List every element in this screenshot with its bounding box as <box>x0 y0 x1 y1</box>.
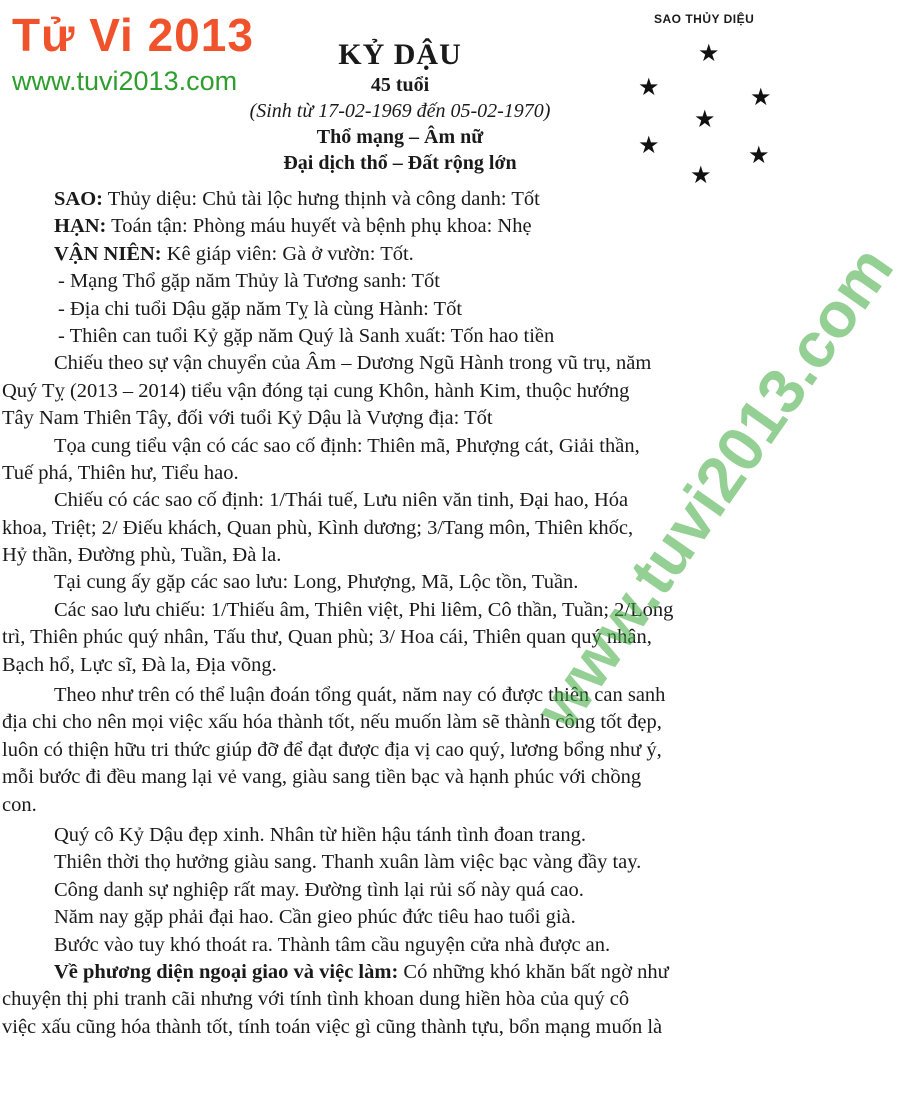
star-icon: ★ <box>698 41 720 67</box>
ngoaigiao-text: Có những khó khăn bất ngờ như <box>398 960 669 983</box>
page-title: KỶ DẬU <box>338 38 462 71</box>
sao-line <box>22 186 792 213</box>
sao-label: SAO: <box>54 188 103 210</box>
bullet-item: - Địa chi tuổi Dậu gặp năm Tỵ là cùng Hành: Tốt <box>58 297 463 320</box>
paragraph-line: Tại cung ấy gặp các sao lưu: Long, Phượng, Mã, Lộc tồn, Tuần. <box>54 571 579 594</box>
star-label: SAO THỦY DIỆU <box>654 12 755 26</box>
paragraph-line: Chiếu theo sự vận chuyển của Âm – Dương Ngũ Hành trong vũ trụ, năm <box>54 352 652 375</box>
han-line <box>22 213 792 240</box>
dich-line: Đại dịch thổ – Đất rộng lớn <box>283 152 517 174</box>
paragraph-line: Các sao lưu chiếu: 1/Thiếu âm, Thiên việt, Phi liêm, Cô thần, Tuần; 2/Long <box>54 598 674 621</box>
article-body <box>2 186 792 1041</box>
poem-line: Thiên thời thọ hưởng giàu sang. Thanh xuân làm việc bạc vàng đầy tay. <box>54 851 642 874</box>
star-icon: ★ <box>750 85 772 111</box>
ngoaigiao-line <box>22 959 792 986</box>
paragraph-line: Chiếu có các sao cố định: 1/Thái tuế, Lưu niên văn tinh, Đại hao, Hóa <box>54 489 629 512</box>
watermark: www.tuvi2013.com <box>520 233 907 742</box>
han-label: HẠN: <box>54 215 107 238</box>
birth-range: (Sinh từ 17-02-1969 đến 05-02-1970) <box>249 100 551 122</box>
paragraph-line: Hỷ thần, Đường phù, Tuần, Đà la. <box>2 544 282 567</box>
poem-line: Quý cô Kỷ Dậu đẹp xinh. Nhân từ hiền hậu tánh tình đoan trang. <box>54 823 587 846</box>
paragraph-line: Tọa cung tiểu vận có các sao cố định: Thiên mã, Phượng cát, Giải thần, <box>54 434 640 457</box>
paragraph-line: chuyện thị phi tranh cãi nhưng với tính tình khoan dung hiền hòa của quý cô <box>2 988 630 1011</box>
brand-title: Tử Vi 2013 <box>12 9 254 61</box>
paragraph-line: việc xấu cũng hóa thành tốt, tính toán việc gì cũng thành tựu, bổn mạng muốn là <box>2 1015 663 1038</box>
bullet-item: - Mạng Thổ gặp năm Thủy là Tương sanh: Tốt <box>58 270 440 293</box>
paragraph-line: Tây Nam Thiên Tây, đối với tuổi Kỷ Dậu là Vượng địa: Tốt <box>2 407 493 430</box>
paragraph-line: con. <box>2 793 37 816</box>
paragraph-line: trì, Thiên phúc quý nhân, Tấu thư, Quan phù; 3/ Hoa cái, Thiên quan quý nhân, <box>2 626 652 649</box>
star-icon: ★ <box>638 133 660 159</box>
bullet-item: - Thiên can tuổi Kỷ gặp năm Quý là Sanh xuất: Tốn hao tiền <box>58 324 555 347</box>
poem-line: Bước vào tuy khó thoát ra. Thành tâm cầu nguyện cửa nhà được an. <box>54 933 611 956</box>
paragraph-line: mỗi bước đi đều mang lại vẻ vang, giàu sang tiền bạc và hạnh phúc với chồng <box>2 766 642 789</box>
vannien-line <box>22 241 792 268</box>
vannien-label: VẬN NIÊN: <box>54 242 162 265</box>
menh-line: Thổ mạng – Âm nữ <box>316 126 484 148</box>
vannien-text: Kê giáp viên: Gà ở vườn: Tốt. <box>161 242 414 265</box>
brand-url[interactable]: www.tuvi2013.com <box>12 66 238 96</box>
han-text: Toán tận: Phòng máu huyết và bệnh phụ khoa: Nhẹ <box>106 215 532 238</box>
age-line: 45 tuổi <box>370 74 430 96</box>
star-icon: ★ <box>748 143 770 169</box>
star-diagram <box>630 8 790 188</box>
paragraph-line: Tuế phá, Thiên hư, Tiểu hao. <box>2 461 239 484</box>
paragraph-line: Bạch hổ, Lực sĩ, Đà la, Địa võng. <box>2 653 277 676</box>
paragraph-line: luôn có thiện hữu tri thức giúp đỡ để đạt được địa vị cao quý, lương bổng như ý, <box>2 738 662 761</box>
paragraph-line: khoa, Triệt; 2/ Điếu khách, Quan phù, Kình dương; 3/Tang môn, Thiên khốc, <box>2 516 634 539</box>
star-icon: ★ <box>638 75 660 101</box>
poem-line: Công danh sự nghiệp rất may. Đường tình lại rủi số này quá cao. <box>54 878 584 901</box>
star-icon: ★ <box>690 163 712 189</box>
paragraph-line: Quý Tỵ (2013 – 2014) tiểu vận đóng tại cung Khôn, hành Kim, thuộc hướng <box>2 379 630 402</box>
star-icon: ★ <box>694 107 716 133</box>
sao-text: Thủy diệu: Chủ tài lộc hưng thịnh và công danh: Tốt <box>102 188 540 210</box>
paragraph-line: Theo như trên có thể luận đoán tổng quát, năm nay có được thiên can sanh <box>54 684 666 707</box>
poem-line: Năm nay gặp phải đại hao. Cần gieo phúc đức tiêu hao tuổi già. <box>54 906 576 929</box>
paragraph-line: địa chi cho nên mọi việc xấu hóa thành tốt, nếu muốn làm sẽ thành công tốt đẹp, <box>2 711 662 734</box>
page-header <box>190 38 610 176</box>
ngoaigiao-label: Về phương diện ngoại giao và việc làm: <box>54 960 399 983</box>
